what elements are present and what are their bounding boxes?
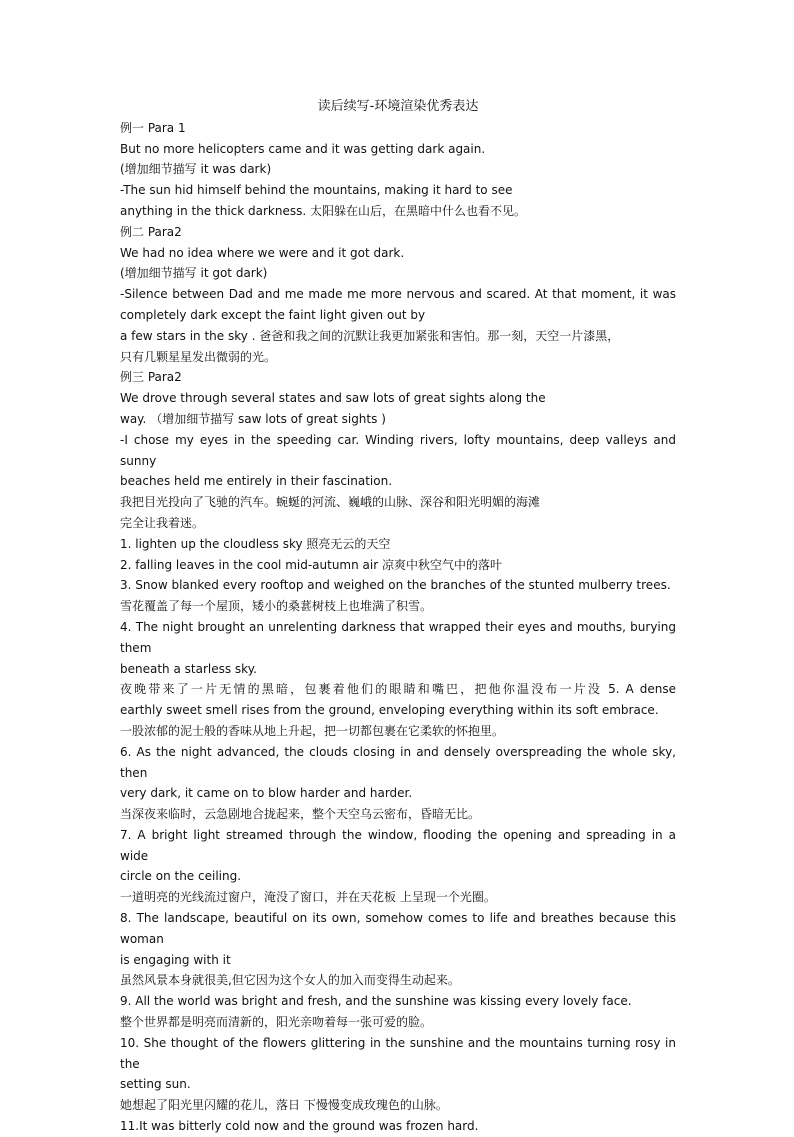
text-line: 她想起了阳光里闪耀的花儿，落日 下慢慢变成玫瑰色的山脉。	[120, 1098, 448, 1113]
text-line: beaches held me entirely in their fascination.	[120, 474, 393, 489]
text-line: 7. A bright light streamed through the window, flooding the opening and spreading in a wide	[120, 827, 676, 863]
text-line: completely dark except the faint light given out by	[120, 307, 426, 322]
text-line: 例二 Para2	[120, 224, 182, 239]
text-line: -I chose my eyes in the speeding car. Winding rivers, lofty mountains, deep valleys and sunny	[120, 432, 676, 468]
text-line: 4. The night brought an unrelenting darkness that wrapped their eyes and mouths, burying them	[120, 619, 676, 655]
text-line: 一股浓郁的泥士般的香味从地上升起，把一切都包裹在它柔软的怀抱里。	[120, 723, 505, 738]
text-line: very dark, it came on to blow harder and harder.	[120, 786, 413, 801]
text-line: 雪花覆盖了每一个屋顶，矮小的桑葚树枝上也堆满了积雪。	[120, 599, 433, 614]
text-line: 例三 Para2	[120, 370, 182, 385]
text-line: 8. The landscape, beautiful on its own, somehow comes to life and breathes because this woman	[120, 911, 676, 946]
document-page	[120, 97, 676, 1137]
text-line: 我把目光投向了飞驰的汽车。蜿蜒的河流、巍峨的山脉、深谷和阳光明媚的海滩	[120, 495, 541, 510]
document-body	[120, 118, 676, 1137]
text-line: We drove through several states and saw lots of great sights along the	[120, 391, 546, 406]
text-line: earthly sweet smell rises from the ground, enveloping everything within its soft embrace.	[120, 703, 659, 718]
text-line: -Silence between Dad and me made me more nervous and scared. At that moment, it was	[120, 287, 676, 302]
text-line: 完全让我着迷。	[120, 515, 205, 530]
text-line: is engaging with it	[120, 952, 231, 967]
text-line: 一道明亮的光线流过窗户，淹没了窗口，并在天花板 上呈现一个光圈。	[120, 890, 496, 905]
text-line: 10. She thought of the flowers glittering in the sunshine and the mountains turning rosy in the	[120, 1035, 676, 1071]
text-line: anything in the thick darkness. 太阳躲在山后，在黑暗中什么也看不见。	[120, 203, 526, 218]
text-line: 6. As the night advanced, the clouds closing in and densely overspreading the whole sky, then	[120, 744, 676, 780]
text-line: -The sun hid himself behind the mountains, making it hard to see	[120, 183, 513, 198]
text-line: 2. falling leaves in the cool mid-autumn air 凉爽中秋空气中的落叶	[120, 557, 502, 572]
text-line: beneath a starless sky.	[120, 661, 257, 676]
text-line: a few stars in the sky . 爸爸和我之间的沉默让我更加紧张和害怕。那一刻，天空一片漆黑，	[120, 328, 620, 343]
document-title: 读后续写-环境渲染优秀表达	[317, 99, 479, 114]
text-line: 1. lighten up the cloudless sky 照亮无云的天空	[120, 536, 391, 551]
text-line: 虽然风景本身就很美,但它因为这个女人的加入而变得生动起来。	[120, 973, 460, 988]
text-line: 例一 Para 1	[120, 120, 186, 135]
text-line: (增加细节描写 it got dark)	[120, 266, 268, 281]
text-line: 11.It was bitterly cold now and the ground was frozen hard.	[120, 1119, 479, 1134]
text-line: 3. Snow blanked every rooftop and weighed on the branches of the stunted mulberry trees.	[120, 578, 671, 593]
text-line: 9. All the world was bright and fresh, and the sunshine was kissing every lovely face.	[120, 994, 632, 1009]
text-line: We had no idea where we were and it got dark.	[120, 245, 405, 260]
text-line: 整个世界都是明亮而清新的，阳光亲吻着每一张可爱的脸。	[120, 1015, 433, 1030]
text-line: 只有几颗星星发出微弱的光。	[120, 349, 277, 364]
text-line: (增加细节描写 it was dark)	[120, 162, 272, 177]
text-line: 夜晚带来了一片无情的黑暗，包裹着他们的眼睛和嘴巴，把他你温没布一片没 5. A dense	[120, 682, 676, 697]
text-line: circle on the ceiling.	[120, 869, 242, 884]
text-line: 当深夜来临时，云急剧地合拢起来，整个天空乌云密布，昏暗无比。	[120, 807, 481, 822]
text-line: way. （增加细节描写 saw lots of great sights )	[120, 411, 386, 426]
text-line: But no more helicopters came and it was getting dark again.	[120, 141, 486, 156]
text-line: setting sun.	[120, 1077, 191, 1092]
